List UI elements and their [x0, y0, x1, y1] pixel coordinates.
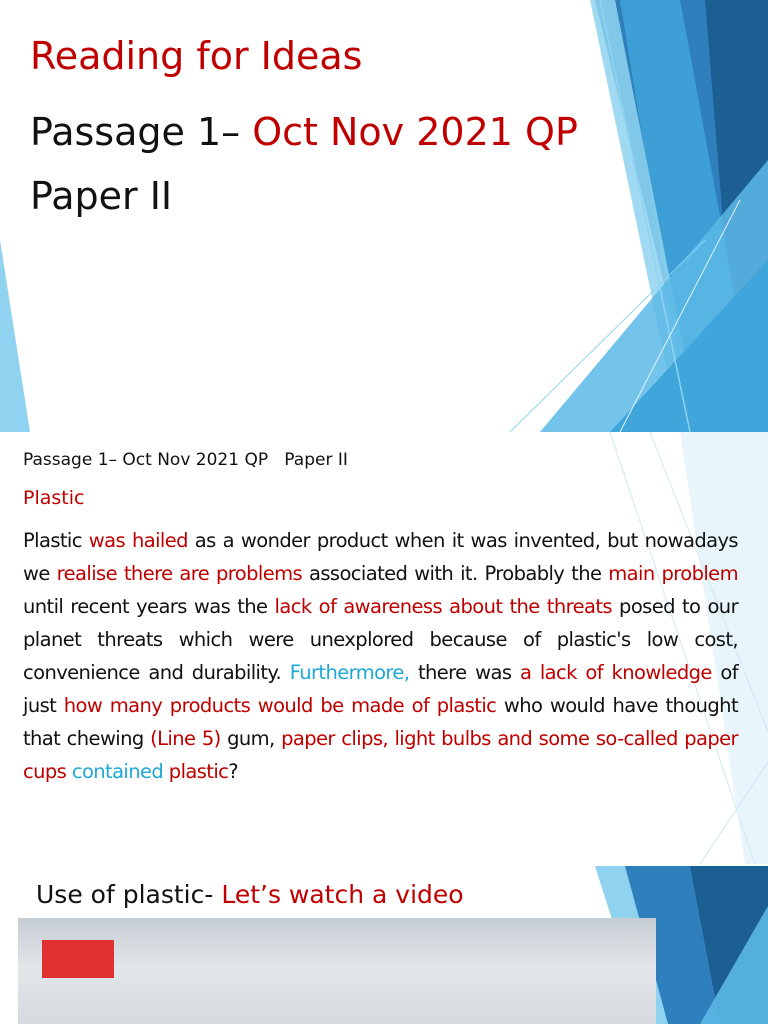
- slide-subtitle: [30, 100, 690, 228]
- passage-highlight: was hailed: [88, 529, 188, 552]
- passage-title: Plastic: [23, 487, 85, 509]
- video-title-label: Use of plastic-: [36, 880, 222, 909]
- passage-segment: gum,: [220, 727, 282, 750]
- passage-highlight: (Line 5): [150, 727, 221, 750]
- passage-highlight: how many products would be made of plastic: [63, 694, 497, 717]
- slide-title: Reading for Ideas: [30, 34, 363, 78]
- video-player[interactable]: [18, 918, 656, 1024]
- passage-label: Passage 1–: [30, 110, 253, 154]
- passage-highlight: Furthermore,: [289, 661, 410, 684]
- passage-text: [23, 524, 738, 788]
- passage-segment: posed to our planet threats which were unexplored because of plastic's low cost, convenience and durability.: [23, 595, 738, 684]
- passage-segment: associated with it. Probably the: [302, 562, 609, 585]
- passage-highlight: plastic: [168, 760, 229, 783]
- paper-line: Paper II: [30, 174, 173, 218]
- passage-line: [30, 100, 690, 164]
- exam-session: Oct Nov 2021 QP: [252, 110, 578, 154]
- passage-highlight: contained: [71, 760, 164, 783]
- passage-segment: who would have thought that chewing: [23, 694, 738, 750]
- passage-highlight: paper clips, light bulbs and some so-called paper cups: [23, 727, 738, 783]
- passage-segment: until recent years was the: [23, 595, 275, 618]
- passage-slide: [0, 432, 768, 864]
- video-slide: [0, 866, 768, 1024]
- passage-highlight: realise there are problems: [56, 562, 303, 585]
- passage-segment: of just: [23, 661, 738, 717]
- economist-logo: [42, 940, 114, 978]
- passage-segment: as a wonder product when it was invented, but nowadays we: [23, 529, 738, 585]
- passage-highlight: main problem: [608, 562, 738, 585]
- passage-segment: there was: [409, 661, 520, 684]
- title-slide: [0, 0, 768, 432]
- passage-segment: Plastic: [23, 529, 89, 552]
- video-title-highlight: Let’s watch a video: [221, 880, 464, 909]
- passage-segment: ?: [228, 760, 239, 783]
- video-slide-title: [36, 880, 464, 909]
- passage-highlight: a lack of knowledge: [519, 661, 712, 684]
- passage-heading: Passage 1– Oct Nov 2021 QP Paper II: [23, 450, 348, 470]
- passage-highlight: lack of awareness about the threats: [274, 595, 612, 618]
